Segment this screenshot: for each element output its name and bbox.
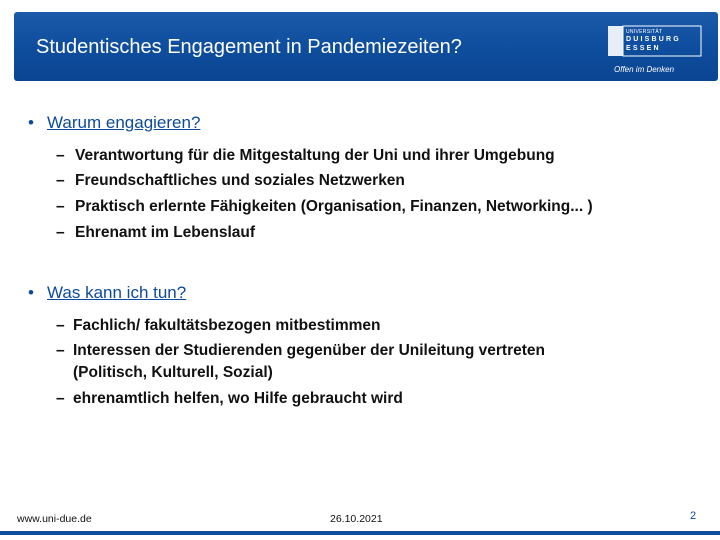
list-item: Freundschaftliches und soziales Netzwerken: [75, 172, 405, 189]
dash-icon: –: [56, 317, 65, 334]
logo-tagline: Offen im Denken: [614, 65, 675, 74]
logo-text-duisburg: DUISBURG: [626, 36, 681, 43]
dash-icon: –: [56, 224, 65, 241]
list-item: Ehrenamt im Lebenslauf: [75, 224, 256, 241]
logo-text-universitaet: UNIVERSITÄT: [626, 29, 663, 35]
list-item: Verantwortung für die Mitgestaltung der Uni und ihrer Umgebung: [75, 147, 555, 164]
footer-date: 26.10.2021: [330, 513, 383, 525]
dash-icon: –: [56, 390, 65, 407]
footer-url[interactable]: www.uni-due.de: [17, 513, 92, 525]
list-item: Interessen der Studierenden gegenüber der Unileitung vertreten: [73, 342, 545, 359]
list-item-continuation: (Politisch, Kulturell, Sozial): [73, 364, 273, 381]
list-item: Praktisch erlernte Fähigkeiten (Organisation, Finanzen, Networking... ): [75, 198, 593, 215]
section-heading-warum: • Warum engagieren?: [28, 113, 201, 132]
list-item: Fachlich/ fakultätsbezogen mitbestimmen: [73, 317, 381, 334]
dash-icon: –: [56, 147, 65, 164]
list-item: ehrenamtlich helfen, wo Hilfe gebraucht wird: [73, 390, 403, 407]
section-heading-was: • Was kann ich tun?: [28, 283, 187, 302]
bullet-icon: •: [28, 113, 34, 132]
dash-icon: –: [56, 342, 65, 359]
page-number: 2: [690, 510, 697, 522]
dash-icon: –: [56, 172, 65, 189]
footer-divider: [0, 531, 720, 535]
logo-text-essen: ESSEN: [626, 45, 661, 52]
dash-icon: –: [56, 198, 65, 215]
bullet-icon: •: [28, 283, 34, 302]
slide-title: Studentisches Engagement in Pandemiezeiten?: [36, 36, 462, 58]
